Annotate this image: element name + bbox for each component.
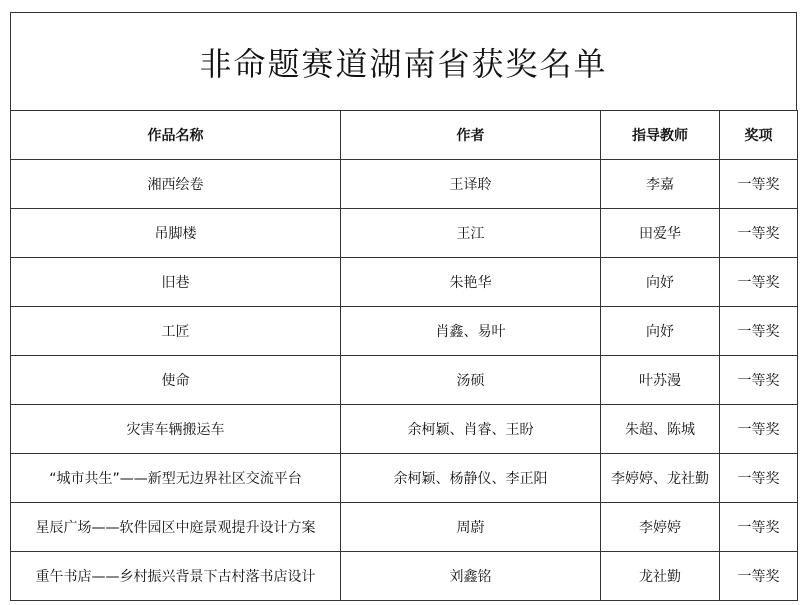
teacher-cell: 向妤	[601, 307, 720, 356]
author-cell: 肖鑫、易叶	[341, 307, 601, 356]
work-cell: 灾害车辆搬运车	[11, 405, 341, 454]
teacher-cell: 李嘉	[601, 160, 720, 209]
teacher-cell: 朱超、陈城	[601, 405, 720, 454]
table-row	[11, 454, 798, 503]
page-title: 非命题赛道湖南省获奖名单	[199, 44, 608, 83]
work-cell: “城市共生”——新型无边界社区交流平台	[11, 454, 341, 503]
table-row	[11, 258, 798, 307]
teacher-cell: 向妤	[601, 258, 720, 307]
header-work: 作品名称	[11, 111, 341, 160]
work-cell: 星辰广场——软件园区中庭景观提升设计方案	[11, 503, 341, 552]
table-row	[11, 356, 798, 405]
award-cell: 一等奖	[720, 209, 798, 258]
table-row	[11, 405, 798, 454]
work-cell: 工匠	[11, 307, 341, 356]
work-cell: 重午书店——乡村振兴背景下古村落书店设计	[11, 552, 341, 601]
award-table	[10, 110, 798, 601]
award-cell: 一等奖	[720, 552, 798, 601]
award-cell: 一等奖	[720, 356, 798, 405]
award-cell: 一等奖	[720, 160, 798, 209]
title-cell	[10, 12, 797, 110]
award-cell: 一等奖	[720, 454, 798, 503]
award-list-sheet	[10, 12, 797, 601]
author-cell: 汤硕	[341, 356, 601, 405]
author-cell: 余柯颖、肖睿、王盼	[341, 405, 601, 454]
teacher-cell: 叶苏漫	[601, 356, 720, 405]
author-cell: 朱艳华	[341, 258, 601, 307]
work-cell: 使命	[11, 356, 341, 405]
table-row	[11, 503, 798, 552]
table-row	[11, 307, 798, 356]
teacher-cell: 龙社勤	[601, 552, 720, 601]
work-cell: 湘西绘卷	[11, 160, 341, 209]
award-cell: 一等奖	[720, 258, 798, 307]
table-row	[11, 552, 798, 601]
header-award: 奖项	[720, 111, 798, 160]
award-cell: 一等奖	[720, 307, 798, 356]
teacher-cell: 李婷婷	[601, 503, 720, 552]
award-cell: 一等奖	[720, 405, 798, 454]
table-row	[11, 209, 798, 258]
header-row	[11, 111, 798, 160]
author-cell: 刘鑫铭	[341, 552, 601, 601]
header-teacher: 指导教师	[601, 111, 720, 160]
author-cell: 余柯颖、杨静仪、李正阳	[341, 454, 601, 503]
author-cell: 王译聆	[341, 160, 601, 209]
award-cell: 一等奖	[720, 503, 798, 552]
author-cell: 王江	[341, 209, 601, 258]
teacher-cell: 田爱华	[601, 209, 720, 258]
table-row	[11, 160, 798, 209]
header-author: 作者	[341, 111, 601, 160]
work-cell: 旧巷	[11, 258, 341, 307]
teacher-cell: 李婷婷、龙社勤	[601, 454, 720, 503]
work-cell: 吊脚楼	[11, 209, 341, 258]
author-cell: 周蔚	[341, 503, 601, 552]
